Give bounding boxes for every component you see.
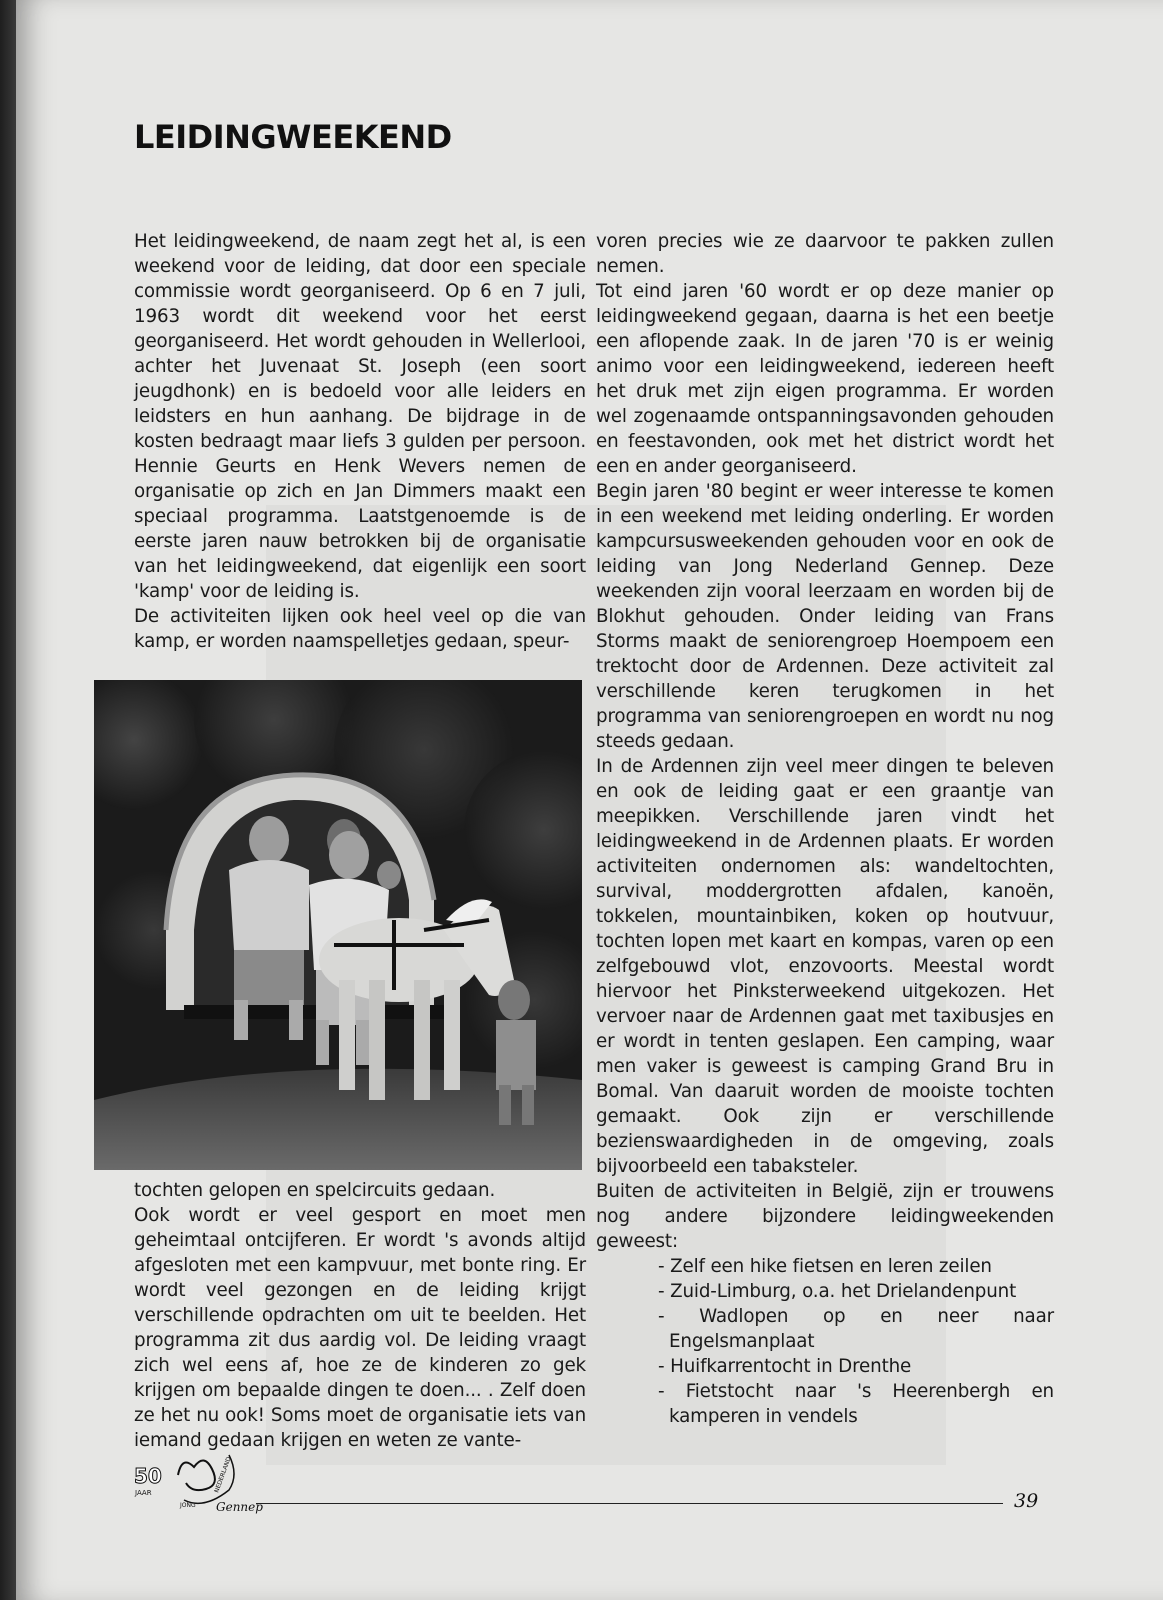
logo-jaar: JAAR <box>135 1489 152 1497</box>
wagon-photo-illustration <box>94 680 582 1170</box>
wagon-photo <box>94 680 582 1170</box>
paragraph: In de Ardennen zijn veel meer dingen te beleven en ook de leiding gaat er een graantje van meepikken. Verschillende jaren vindt het leidingweekend in de Ardennen plaats. Er worden activiteiten ondernomen als: wandeltochten, survival, moddergrotten afdalen, kanoën, tokkelen, mountainbiken, koken op houtvuur, tochten lopen met kaart en kompas, varen op een zelfgebouwd vlot, enzovoorts. Meestal wordt hiervoor het Pinksterweekend uitgekozen. Het vervoer naar de Ardennen gaat met taxibusjes en er wordt in tenten geslapen. Een camping, waar men vaker is geweest is camping Grand Bru in Bomal. Van daaruit worden de mooiste tochten gemaakt. Ook zijn er verschillende bezienswaardigheden in de omgeving, zoals bijvoorbeeld een tabaksteler. <box>596 756 1054 1177</box>
weekend-list <box>596 1254 1054 1429</box>
right-column <box>596 229 1054 1429</box>
logo-nederland: NEDERLAND <box>213 1455 233 1494</box>
paragraph: Het leidingweekend, de naam zegt het al, is een weekend voor de leiding, dat door een speciale commissie wordt georganiseerd. Op 6 en 7 juli, 1963 wordt dit weekend voor het eerst georganiseerd. Het wordt gehouden in Wellerlooi, achter het Juvenaat St. Joseph (een soort jeugdhonk) en is bedoeld voor alle leiders en leidsters en hun aanhang. De bijdrage in de kosten bedraagt maar liefs 3 gulden per persoon. Hennie Geurts en Henk Wevers nemen de organisatie op zich en Jan Dimmers maakt een speciaal programma. Laatstgenoemde is de eerste jaren nauw betrokken bij de organisatie van het leidingweekend, dat eigenlijk een soort 'kamp' voor de leiding is. <box>134 231 586 602</box>
logo-gennep: Gennep <box>216 1500 263 1514</box>
book-spine <box>0 0 16 1600</box>
page <box>16 0 1163 1600</box>
paragraph: voren precies wie ze daarvoor te pakken zullen nemen. <box>596 231 1054 277</box>
page-title: LEIDINGWEEKEND <box>134 118 452 156</box>
logo-number: 50 <box>134 1464 162 1488</box>
paragraph: Tot eind jaren '60 wordt er op deze manier op leidingweekend gegaan, daarna is het een beetje een aflopende zaak. In de jaren '70 is er weinig animo voor een leidingweekend, iedereen heeft het druk met zijn eigen programma. Er worden wel zogenaamde ontspanningsavonden gehouden en feestavonden, ook met het district wordt het een en ander georganiseerd. <box>596 281 1054 477</box>
paragraph: Begin jaren '80 begint er weer interesse te komen in een weekend met leiding onderling. Er worden kampcursusweekenden gehouden voor en ook de leiding van Jong Nederland Gennep. Deze weekenden zijn vooral leerzaam en worden bij de Blokhut gehouden. Onder leiding van Frans Storms maakt de seniorengroep Hoempoem een trektocht door de Ardennen. Deze activiteit zal verschillende keren terugkomen in het programma van seniorengroepen en wordt nu nog steeds gedaan. <box>596 481 1054 752</box>
paragraph: Ook wordt er veel gesport en moet men geheimtaal ontcijferen. Er wordt 's avonds altijd afgesloten met een kampvuur, met bonte ring. Er wordt veel gezongen en de leiding krijgt verschillende opdrachten om uit te beelden. Het programma zit dus aardig vol. De leiding vraagt zich wel eens af, hoe ze de kinderen zo gek krijgen om bepaalde dingen te doen... . Zelf doen ze het nu ook! Soms moet de organisatie iets van iemand gedaan krijgen en weten ze vante- <box>134 1205 586 1451</box>
paragraph: Buiten de activiteiten in België, zijn er trouwens nog andere bijzondere leidingweekenden geweest: <box>596 1181 1054 1252</box>
footer-rule <box>256 1503 1003 1504</box>
left-column-bottom <box>134 1178 586 1453</box>
jong-nederland-logo <box>134 1445 294 1520</box>
list-item: - Zelf een hike fietsen en leren zeilen <box>658 1256 992 1277</box>
page-number: 39 <box>1014 1490 1039 1512</box>
logo-jong: JONG <box>180 1502 196 1509</box>
list-item: - Huifkarrentocht in Drenthe <box>658 1356 912 1377</box>
list-item: - Zuid-Limburg, o.a. het Drielandenpunt <box>658 1281 1017 1302</box>
list-item: - Fietstocht naar 's Heerenbergh en kamperen in vendels <box>658 1381 1054 1427</box>
paragraph: tochten gelopen en spelcircuits gedaan. <box>134 1180 496 1201</box>
list-item: - Wadlopen op en neer naar Engelsmanplaat <box>658 1306 1054 1352</box>
paragraph: De activiteiten lijken ook heel veel op die van kamp, er worden naamspelletjes gedaan, speur- <box>134 606 586 652</box>
left-column-top <box>134 229 586 654</box>
